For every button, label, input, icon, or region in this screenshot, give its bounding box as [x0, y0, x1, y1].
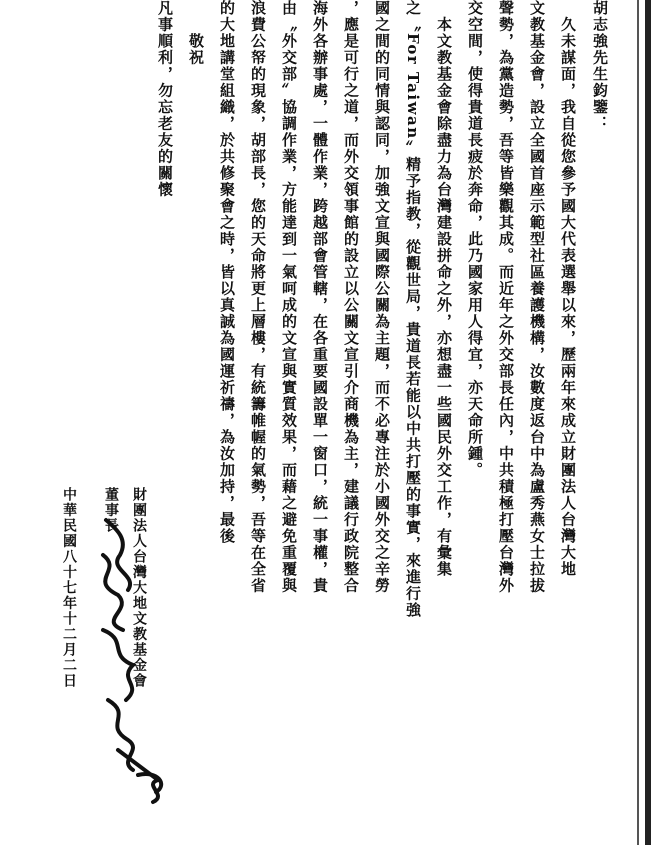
salutation: 胡志強先生鈞鑒： — [591, 0, 609, 132]
letter-line: 的大地講堂組織，於共修聚會之時，皆以真誠為國運祈禱，為汝加持，最後 — [218, 0, 236, 545]
signature-title: 董事長 — [103, 487, 119, 534]
closing-wish: 凡事順利，勿忘老友的關懷 — [156, 0, 174, 198]
letter-line: 久未謀面，我自從您參予國大代表選舉以來，歷兩年來成立財團法人台灣大地 — [559, 0, 577, 578]
letter-line: 交空間，使得貴道長疲於奔命，此乃國家用人得宜，亦天命所鍾。 — [466, 0, 484, 479]
page-border-inner — [637, 0, 639, 845]
signature-org: 財團法人台灣大地文教基金會 — [131, 487, 147, 689]
letter-line: 海外各辦事處，一體作業，跨越部會管轄，在各重要國設單一窗口，統一事權，貴 — [311, 0, 329, 594]
letter-line: 聲勢，為黨造勢，吾等皆樂觀其成。而近年之外交部長任內，中共積極打壓台灣外 — [497, 0, 515, 594]
letter-line: 由〝外交部〞協調作業，方能達到一氣呵成的文宣與實質效果，而藉之避免重覆與 — [280, 0, 298, 594]
closing-respect: 敬祝 — [187, 0, 205, 66]
letter-line: 文教基金會，設立全國首座示範型社區養護機構，汝數度返台中為盧秀燕女士拉拔 — [528, 0, 546, 594]
signature-date: 中華民國八十七年十二月二日 — [61, 487, 77, 689]
letter-line: 本文教基金會除盡力為台灣建設拼命之外，亦想盡一些國民外交工作，有彙集 — [435, 0, 453, 578]
letter-line: 國之間的同情與認同，加強文宣與國際公關為主題，而不必專注於小國外交之辛勞 — [373, 0, 391, 594]
handwritten-signature-icon — [8, 480, 198, 810]
letter-line: 之〝For Taiwan〞精予指教，從觀世局，貴道長若能以中共打壓的事實，來進行強 — [404, 0, 422, 619]
letter-line: ，應是可行之道，而外交領事館的設立以公關文宣引介商機為主，建議行政院整合 — [342, 0, 360, 594]
letter-line: 浪費公帑的現象，胡部長，您的天命將更上層樓，有統籌帷幄的氣勢，吾等在全省 — [249, 0, 267, 594]
page-border-right — [645, 0, 651, 845]
